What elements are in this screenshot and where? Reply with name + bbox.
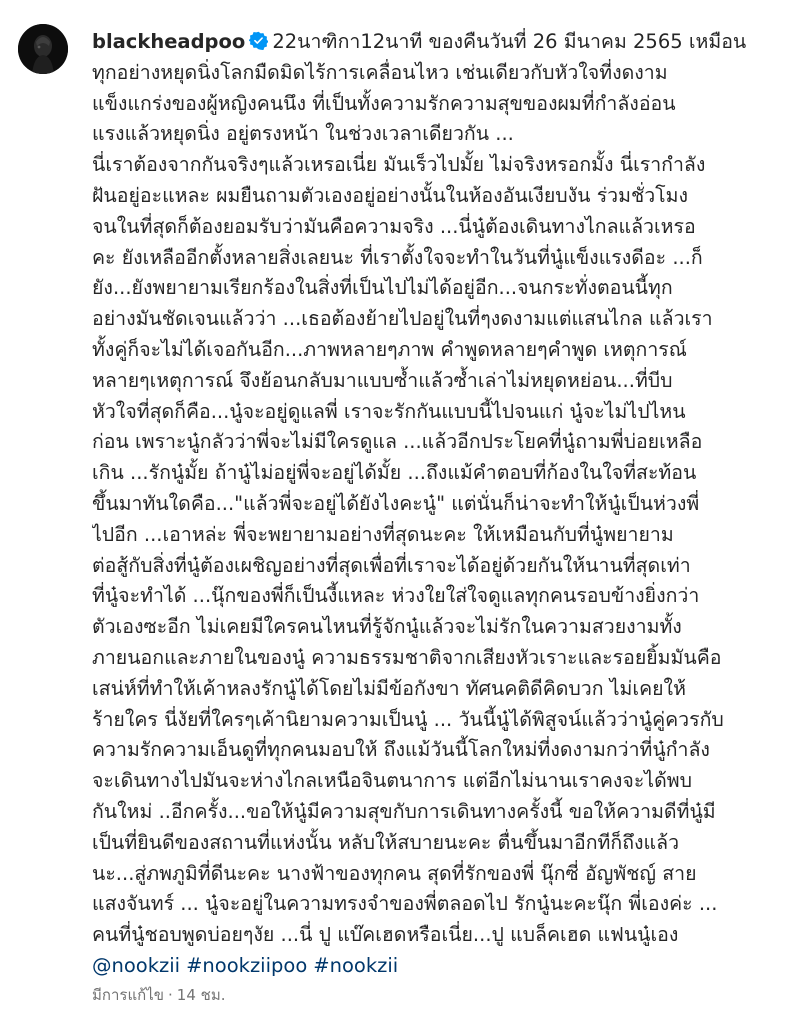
caption-line: ความรักความเอ็นดูที่ทุกคนมอบให้ ถึงแม้วันนี้โลกใหม่ที่งดงามกว่าที่นู๋กำลัง [92,738,710,762]
caption-line: แรงแล้วหยุดนิ่ง อยู่ตรงหน้า ในช่วงเวลาเดียวกัน ... [92,122,514,146]
caption-line: คนที่นู๋ชอบพูดบ่อยๆงัย ...นี่ ปู แบ๊คเฮดหรือเนี่ย...ปู แบล็คเฮด แฟนนู๋เอง [92,923,679,947]
caption-line: หัวใจที่สุดก็คือ...นู๋จะอยู่ดูแลพี่ เราจะรักกันแบบนี้ไปจนแก่ นู๋จะไม่ไปไหน [92,399,686,423]
caption-line: คะ ยังเหลืออีกตั้งหลายสิ่งเลยนะ ที่เราตั้งใจจะทำในวันที่นู๋แข็งแรงดีอะ ...ก็ [92,245,703,269]
mention-link[interactable]: @nookzii [92,953,181,977]
caption-line: จนในที่สุดก็ต้องยอมรับว่ามันคือความจริง ...นี่นู๋ต้องเดินทางไกลแล้วเหรอ [92,214,696,238]
caption-first-line [92,27,792,58]
caption-line: ร้ายใคร นี่งัยที่ใครๆเค้านิยามความเป็นนู๋ ... วันนี้นู๋ได้พิสูจน์แล้วว่านู๋คู่ควรกับ [92,707,724,731]
verified-badge-icon [249,31,268,50]
caption-line: เสน่ห์ที่ทำให้เค้าหลงรักนู๋ได้โดยไม่มีข้อกังขา ทัศนคติดีคิดบวก ไม่เคยให้ [92,676,686,700]
profile-photo [18,24,68,74]
caption-line: นะ...สู่ภพภูมิที่ดีนะคะ นางฟ้าของทุกคน สุดที่รักของพี่ นุ๊กซี่ อัญพัชญ์ สาย [92,861,697,885]
caption-line: แข็งแกร่งของผู้หญิงคนนึง ที่เป็นทั้งความรักความสุขของผมที่กำลังอ่อน [92,91,676,115]
caption-line: ก่อน เพราะนู๋กลัวว่าพี่จะไม่มีใครดูแล ...แล้วอีกประโยคที่นู๋ถามพี่บ่อยเหลือ [92,430,703,454]
avatar[interactable] [18,24,68,74]
hashtag-link[interactable]: #nookziipoo [186,953,308,977]
post-caption [92,27,792,982]
post-meta [92,983,225,1007]
timestamp[interactable]: 14 ชม. [176,986,226,1004]
separator-dot: · [168,986,173,1004]
caption-line: ต่อสู้กับสิ่งที่นู๋ต้องเผชิญอย่างที่สุดเพื่อที่เราจะได้อยู่ด้วยกันให้นานที่สุดเท่า [92,553,691,577]
caption-line: เกิน ...รักนู๋มั้ย ถ้านู๋ไม่อยู่พี่จะอยู่ได้มั้ย ...ถึงแม้คำตอบที่ก้องในใจที่สะท้อน [92,461,697,485]
caption-line: ไปอีก ...เอาหล่ะ พี่จะพยายามอย่างที่สุดนะคะ ให้เหมือนกับที่นู๋พยายาม [92,522,674,546]
hashtag-row [92,951,792,982]
caption-line: หลายๆเหตุการณ์ จึงย้อนกลับมาแบบซ้ำแล้วซ้ำเล่าไม่หยุดหย่อน...ที่บีบ [92,368,673,392]
caption-line: ภายนอกและภายในของนู๋ ความธรรมชาติจากเสียงหัวเราะและรอยยิ้มมันคือ [92,645,722,669]
caption-line: ฝันอยู่อะแหละ ผมยืนถามตัวเองอยู่อย่างนั้นในห้องอันเงียบงัน ร่วมชั่วโมง [92,183,689,207]
caption-line: ทุกอย่างหยุดนิ่งโลกมืดมิดไร้การเคลื่อนไหว เช่นเดียวกับหัวใจที่งดงาม [92,60,668,84]
caption-line: เป็นที่ยินดีของสถานที่แห่งนั้น หลับให้สบายนะคะ ตื่นขึ้นมาอีกทีก็ถึงแล้ว [92,830,680,854]
edited-label: มีการแก้ไข [92,986,164,1004]
caption-line: ยัง...ยังพยายามเรียกร้องในสิ่งที่เป็นไปไม่ได้อยู่อีก...จนกระทั่งตอนนี้ทุก [92,276,673,300]
caption-line: ขึ้นมาทันใดคือ..."แล้วพี่จะอยู่ได้ยังไงคะนู๋" แต่นั่นก็น่าจะทำให้นู๋เป็นห่วงพี่ [92,491,700,515]
caption-line: กันใหม่ ..อีกครั้ง...ขอให้นู๋มีความสุขกับการเดินทางครั้งนี้ ขอให้ความดีที่นู๋มี [92,799,716,823]
caption-line: ที่นู๋จะทำได้ ...นุ๊กของพี่ก็เป็นงี้แหละ ห่วงใยใส่ใจดูแลทุกคนรอบข้างยิ่งกว่า [92,584,700,608]
caption-line: 22นาฑิกา12นาที ของคืนวันที่ 26 มีนาคม 2565 เหมือน [272,30,747,53]
username-link[interactable]: blackheadpoo [92,30,246,53]
caption-line: จะเดินทางไปมันจะห่างไกลเหนือจินตนาการ แต่อีกไม่นานเราคงจะได้พบ [92,769,693,793]
hashtag-link[interactable]: #nookzii [313,953,399,977]
caption-line: นี่เราต้องจากกันจริงๆแล้วเหรอเนี่ย มันเร็วไปมั้ย ไม่จริงหรอกมั้ง นี่เรากำลัง [92,153,706,177]
caption-line: อย่างมันชัดเจนแล้วว่า ...เธอต้องย้ายไปอยู่ในที่ๆงดงามแต่แสนไกล แล้วเรา [92,307,713,331]
caption-line: ตัวเองซะอีก ไม่เคยมีใครคนไหนที่รู้จักนู๋แล้วจะไม่รักในความสวยงามทั้ง [92,615,682,639]
caption-line: แสงจันทร์ ... นู๋จะอยู่ในความทรงจำของพี่ตลอดไป รักนู๋นะคะนุ๊ก พี่เองค่ะ ... [92,892,718,916]
caption-line: ทั้งคู่ก็จะไม่ได้เจอกันอีก...ภาพหลายๆภาพ คำพูดหลายๆคำพูด เหตุการณ์ [92,337,687,361]
